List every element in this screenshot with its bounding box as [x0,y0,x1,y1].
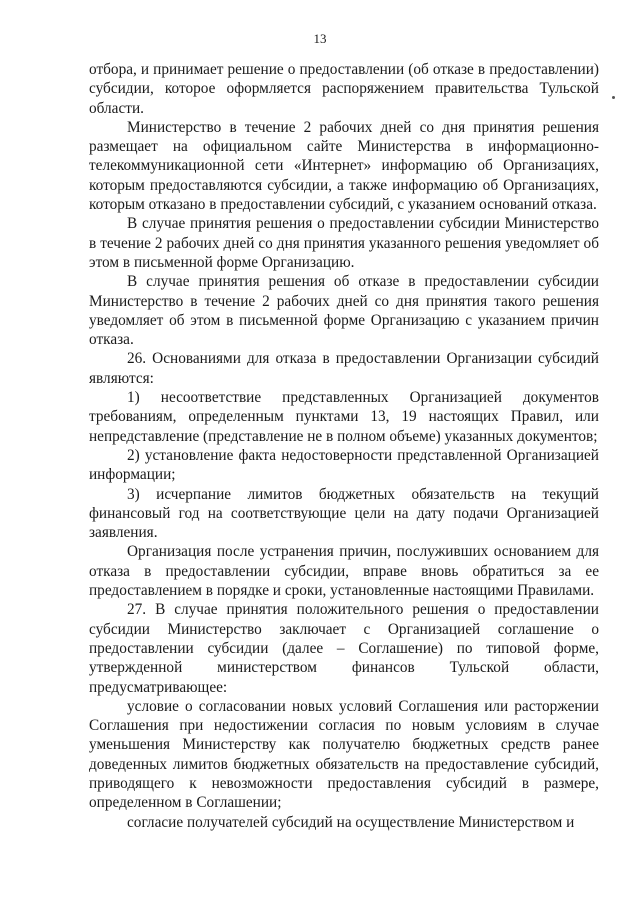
paragraph-grant-notice: В случае принятия решения о предоставлении субсидии Министерство в течение 2 рабочих дней со дня принятия указанного решения уведомляет об этом в письменной форме Организацию. [89,215,599,271]
page-number: 13 [313,31,327,46]
paragraph-refusal-notice: В случае принятия решения об отказе в предоставлении субсидии Министерство в течение 2 рабочих дней со дня принятия такого решения уведомляет об этом в письменной форме Организацию с указанием причин отказа. [89,273,599,349]
document-body [89,60,599,832]
list-item-26-2: 2) установление факта недостоверности представленной Организацией информации; [89,446,599,484]
list-item-26-3: 3) исчерпание лимитов бюджетных обязательств на текущий финансовый год на соответствующие цели на дату подачи Организацией заявления. [89,485,599,542]
paragraph-publication: Министерство в течение 2 рабочих дней со дня принятия решения размещает на официальном сайте Министерства в информационно-телекоммуникационной сети «Интернет» информацию об Организациях, которым предоставляются субсидии, а также информацию об Организациях, которым отказано в предоставлении субсидий, с указанием оснований отказа. [89,118,599,214]
paragraph-continuation: отбора, и принимает решение о предоставлении (об отказе в предоставлении) субсидии, которое оформляется распоряжением правительства Тульской области. [89,61,599,117]
paragraph-reapply: Организация после устранения причин, послуживших основанием для отказа в предоставлении субсидии, вправе вновь обратиться за ее предоставлением в порядке и сроки, установленные настоящими Правилами. [89,543,599,600]
scan-speck [612,96,615,99]
paragraph-26-heading: 26. Основаниями для отказа в предоставлении Организации субсидий являются: [89,350,599,387]
list-item-26-1: 1) несоответствие представленных Организацией документов требованиям, определенным пунктами 13, 19 настоящих Правил, или непредставление (представление не в полном объеме) указанных документов; [89,389,599,445]
paragraph-agreement-condition: условие о согласовании новых условий Соглашения или расторжении Соглашения при недостижении согласия по новым условиям в случае уменьшения Министерству как получателю бюджетных средств ранее доведенных лимитов бюджетных обязательств на предоставление субсидий, приводящего к невозможности предоставления субсидий в размере, определенном в Соглашении; [89,697,599,812]
paragraph-consent: согласие получателей субсидий на осуществление Министерством и [127,813,575,831]
paragraph-27-heading: 27. В случае принятия положительного решения о предоставлении субсидии Министерство заключает с Организацией соглашение о предоставлении субсидии (далее – Соглашение) по типовой форме, утвержденной министерством финансов Тульской области, предусматривающее: [89,601,599,696]
